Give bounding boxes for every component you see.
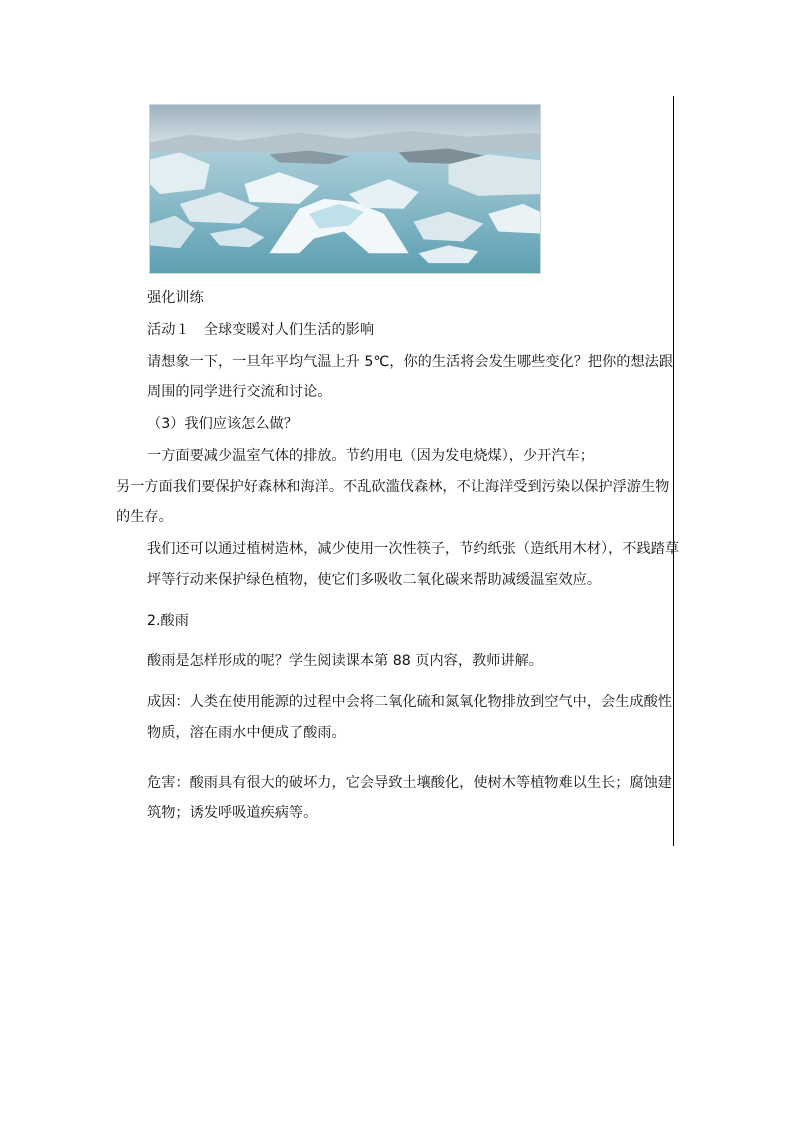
answer-line-3: 的生存。 <box>116 509 173 525</box>
prompt-line-2: 周围的同学进行交流和讨论。 <box>147 384 332 400</box>
answer-line-1: 一方面要减少温室气体的排放。节约用电（因为发电烧煤），少开汽车； <box>147 448 594 464</box>
plant-line-1: 我们还可以通过植树造林，减少使用一次性筷子，节约纸张（造纸用木材），不践踏草 <box>147 541 680 557</box>
acid-rain-intro: 酸雨是怎样形成的呢？学生阅读课本第 88 页内容，教师讲解。 <box>147 653 543 669</box>
question-3: （3）我们应该怎么做？ <box>147 416 298 432</box>
section-title: 强化训练 <box>147 290 204 306</box>
answer-line-2: 另一方面我们要保护好森林和海洋。不乱砍滥伐森林，不让海洋受到污染以保护浮游生物 <box>116 479 670 495</box>
harm-line-1: 危害：酸雨具有很大的破坏力，它会导致土壤酸化，使树木等植物难以生长；腐蚀建 <box>147 775 672 791</box>
acid-rain-title: 2.酸雨 <box>147 613 189 629</box>
harm-line-2: 筑物；诱发呼吸道疾病等。 <box>147 805 318 821</box>
prompt-line-1: 请想象一下，一旦年平均气温上升 5℃，你的生活将会发生哪些变化？把你的想法跟 <box>147 354 674 370</box>
cause-line-1: 成因：人类在使用能源的过程中会将二氧化硫和氮氧化物排放到空气中，会生成酸性 <box>147 694 672 710</box>
cause-line-2: 物质，溶在雨水中便成了酸雨。 <box>147 725 346 741</box>
activity-title: 活动１ 全球变暖对人们生活的影响 <box>147 322 375 338</box>
glacier-photo <box>149 104 541 274</box>
plant-line-2: 坪等行动来保护绿色植物，使它们多吸收二氧化碳来帮助减缓温室效应。 <box>147 572 602 588</box>
